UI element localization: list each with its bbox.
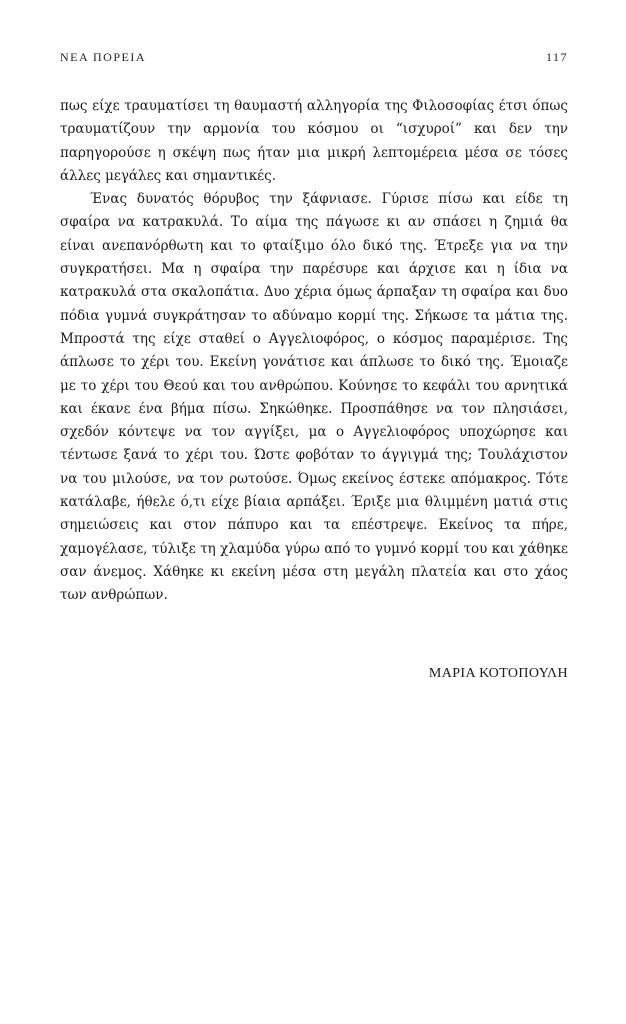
page-number: 117 xyxy=(545,50,568,64)
author-signature: ΜΑΡΙΑ ΚΟΤΟΠΟΥΛΗ xyxy=(428,666,568,681)
running-head xyxy=(60,50,568,65)
paragraph-2: Ένας δυνατός θόρυβος την ξάφνιασε. Γύρισε πίσω και είδε τη σφαίρα να κατρακυλά. Το αίμα της πάγωσε κι αν σπάσει η ζημιά θα είναι ανεπανόρθωτη και το φταίξιμο όλο δικό της. Έτρεξε για να την συγκρατήσει. Μα η σφαίρα την παρέσυρε και άρχισε και η ίδια να κατρακυλά στα σκαλοπάτια. Δυο χέρια όμως άρπαξαν τη σφαίρα και δυο πόδια γυμνά συγκράτησαν το αδύναμο κορμί της. Σήκωσε τα μάτια της. Μπροστά της είχε σταθεί ο Αγγελιοφόρος, ο κόσμος παραμέρισε. Της άπλωσε το χέρι του. Εκείνη γονάτισε και άπλωσε το δικό της. Έμοιαζε με το χέρι του Θεού και του ανθρώπου. Κούνησε το κεφάλι του αρνητικά και έκανε ένα βήμα πίσω. Σηκώθηκε. Προσπάθησε να τον πλησιάσει, σχεδόν κόντεψε να τον αγγίξει, μα ο Αγγελιοφόρος υποχώρησε και τέντωσε ξανά το χέρι του. Ώστε φοβόταν το άγγιγμά της; Τουλάχιστον να του μιλούσε, να τον ρωτούσε. Όμως εκείνος έστεκε απόμακρος. Τότε κατάλαβε, ήθελε ό,τι είχε βίαια αρπάξει. Έριξε μια θλιμμένη ματιά στις σημειώσεις και στον πάπυρο και τα επέστρεψε. Εκείνος τα πήρε, χαμογέλασε, τύλιξε τη χλαμύδα γύρω από το γυμνό κορμί του και χάθηκε σαν άνεμος. Χάθηκε κι εκείνη μέσα στη μεγάλη πλατεία και στο χάος των ανθρώπων. xyxy=(60,191,568,604)
running-title: ΝΕΑ ΠΟΡΕΙΑ xyxy=(60,50,146,64)
body-text xyxy=(60,95,568,608)
paragraph-1: πως είχε τραυματίσει τη θαυμαστή αλληγορία της Φιλοσοφίας έτσι όπως τραυματίζουν την αρμονία του κόσμου οι “ισχυροί” και δεν την παρηγορούσε η σκέψη πως ήταν μια μικρή λεπτομέρεια μέσα σε τόσες άλλες μεγάλες και σημαντικές. xyxy=(60,98,568,184)
